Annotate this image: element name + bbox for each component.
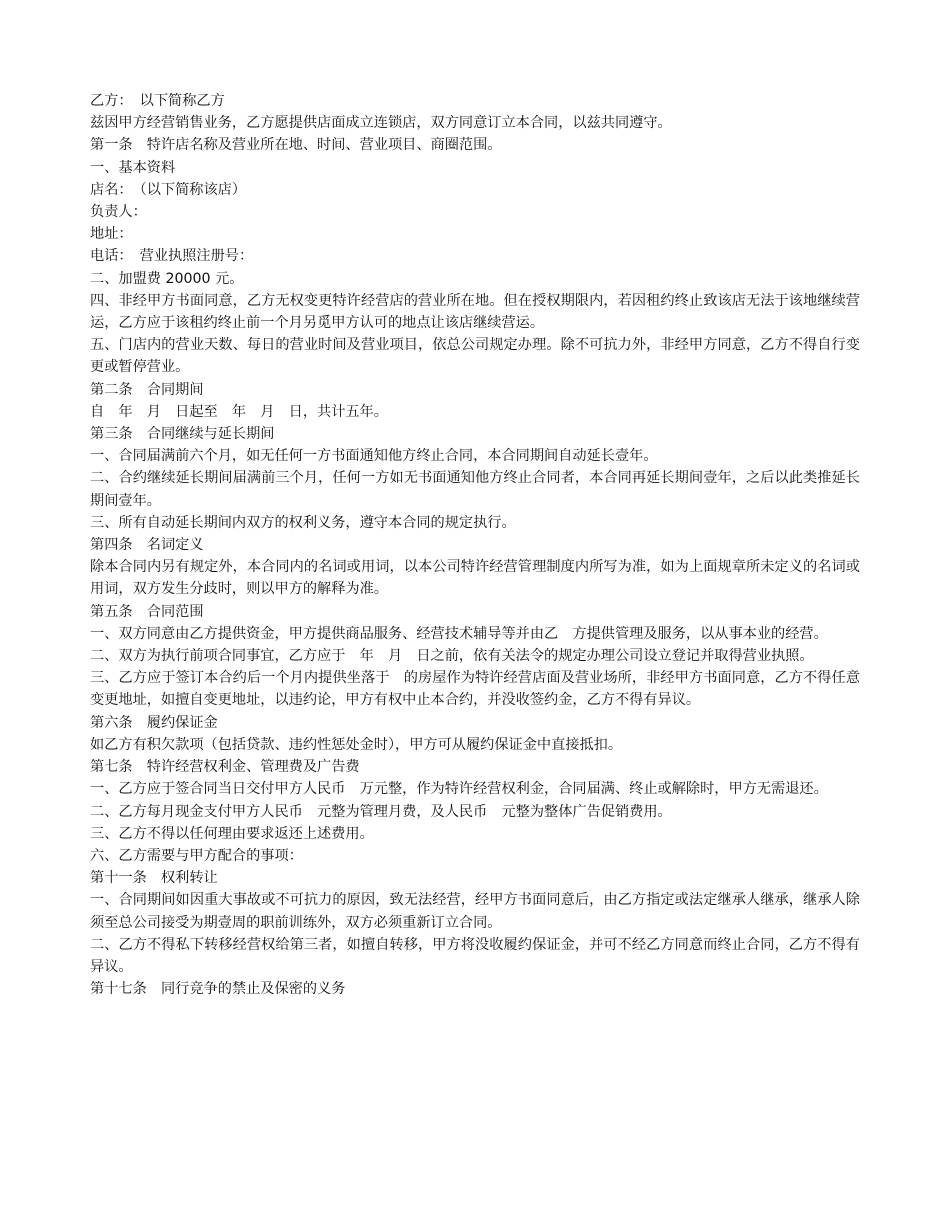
article-11-heading: 第十一条 权利转让 [90,870,218,887]
cooperation-items-line: 六、乙方需要与甲方配合的事项： [90,847,303,864]
article-7-clause-3: 三、乙方不得以任何理由要求返还上述费用。 [90,825,374,842]
article-5-clause-3: 三、乙方应于签订本合约后一个月内提供坐落于 的房屋作为特许经营店面及营业场所，非经甲方书面同意，乙方不得任意变更地址，如擅自变更地址，以违约论，甲方有权中止本合约，并没收签约金，乙方不得有异议。 [90,670,860,709]
article-1-clause-5: 五、门店内的营业天数、每日的营业时间及营业项目，依总公司规定办理。除不可抗力外，非经甲方同意，乙方不得自行变更或暂停营业。 [90,337,860,376]
contract-period-line: 自 年 月 日起至 年 月 日，共计五年。 [90,403,388,420]
article-2-heading: 第二条 合同期间 [90,381,204,398]
preamble-paragraph: 兹因甲方经营销售业务，乙方愿提供店面成立连锁店，双方同意订立本合同，以兹共同遵守。 [90,115,672,132]
article-6-paragraph: 如乙方有积欠款项（包括贷款、违约性惩处金时），甲方可从履约保证金中直接抵扣。 [90,736,623,753]
article-11-clause-2: 二、乙方不得私下转移经营权给第三者，如擅自转移，甲方将没收履约保证金，并可不经乙方同意而终止合同，乙方不得有异议。 [90,936,860,975]
article-3-clause-2: 二、合约继续延长期间届满前三个月，任何一方如无书面通知他方终止合同者，本合同再延长期间壹年，之后以此类推延长期间壹年。 [90,470,860,509]
article-5-heading: 第五条 合同范围 [90,603,204,620]
article-7-clause-1: 一、乙方应于签合同当日交付甲方人民币 万元整，作为特许经营权利金，合同届满、终止或解除时，甲方无需退还。 [90,781,828,798]
article-3-heading: 第三条 合同继续与延长期间 [90,426,275,443]
article-17-heading: 第十七条 同行竞争的禁止及保密的义务 [90,981,346,998]
article-3-clause-3: 三、所有自动延长期间内双方的权利义务，遵守本合同的规定执行。 [90,514,516,531]
address-line: 地址： [90,226,133,243]
article-11-clause-1: 一、合同期间如因重大事故或不可抗力的原因，致无法经营，经甲方书面同意后，由乙方指定或法定继承人继承，继承人除须至总公司接受为期壹周的职前训练外，双方必须重新订立合同。 [90,892,860,931]
contract-document [90,90,860,1000]
basic-info-heading: 一、基本资料 [90,159,176,176]
manager-line: 负责人： [90,204,147,221]
article-1-clause-4: 四、非经甲方书面同意，乙方无权变更特许经营店的营业所在地。但在授权期限内，若因租约终止致该店无法于该地继续营运，乙方应于该租约终止前一个月另觅甲方认可的地点让该店继续营运。 [90,292,860,332]
article-4-paragraph: 除本合同内另有规定外，本合同内的名词或用词，以本公司特许经营管理制度内所写为准，如为上面规章所未定义的名词或用词，双方发生分歧时，则以甲方的解释为准。 [90,559,860,598]
store-name-line: 店名： （以下简称该店） [90,181,247,198]
party-b-line: 乙方： 以下简称乙方 [90,93,225,109]
phone-license-line: 电话： 营业执照注册号： [90,248,254,265]
article-6-heading: 第六条 履约保证金 [90,714,218,731]
article-1-heading: 第一条 特许店名称及营业所在地、时间、营业项目、商圈范围。 [90,137,502,154]
franchise-fee-line: 二、加盟费 20000 元。 [90,270,244,287]
article-7-clause-2: 二、乙方每月现金支付甲方人民币 元整为管理月费，及人民币 元整为整体广告促销费用。 [90,803,672,820]
article-5-clause-1: 一、双方同意由乙方提供资金，甲方提供商品服务、经营技术辅导等并由乙 方提供管理及服务，以从事本业的经营。 [90,625,828,642]
article-7-heading: 第七条 特许经营权利金、管理费及广告费 [90,759,360,776]
article-5-clause-2: 二、双方为执行前项合同事宜，乙方应于 年 月 日之前，依有关法令的规定办理公司设立登记并取得营业执照。 [90,648,814,665]
article-3-clause-1: 一、合同届满前六个月，如无任何一方书面通知他方终止合同，本合同期间自动延长壹年。 [90,448,658,465]
article-4-heading: 第四条 名词定义 [90,537,204,554]
